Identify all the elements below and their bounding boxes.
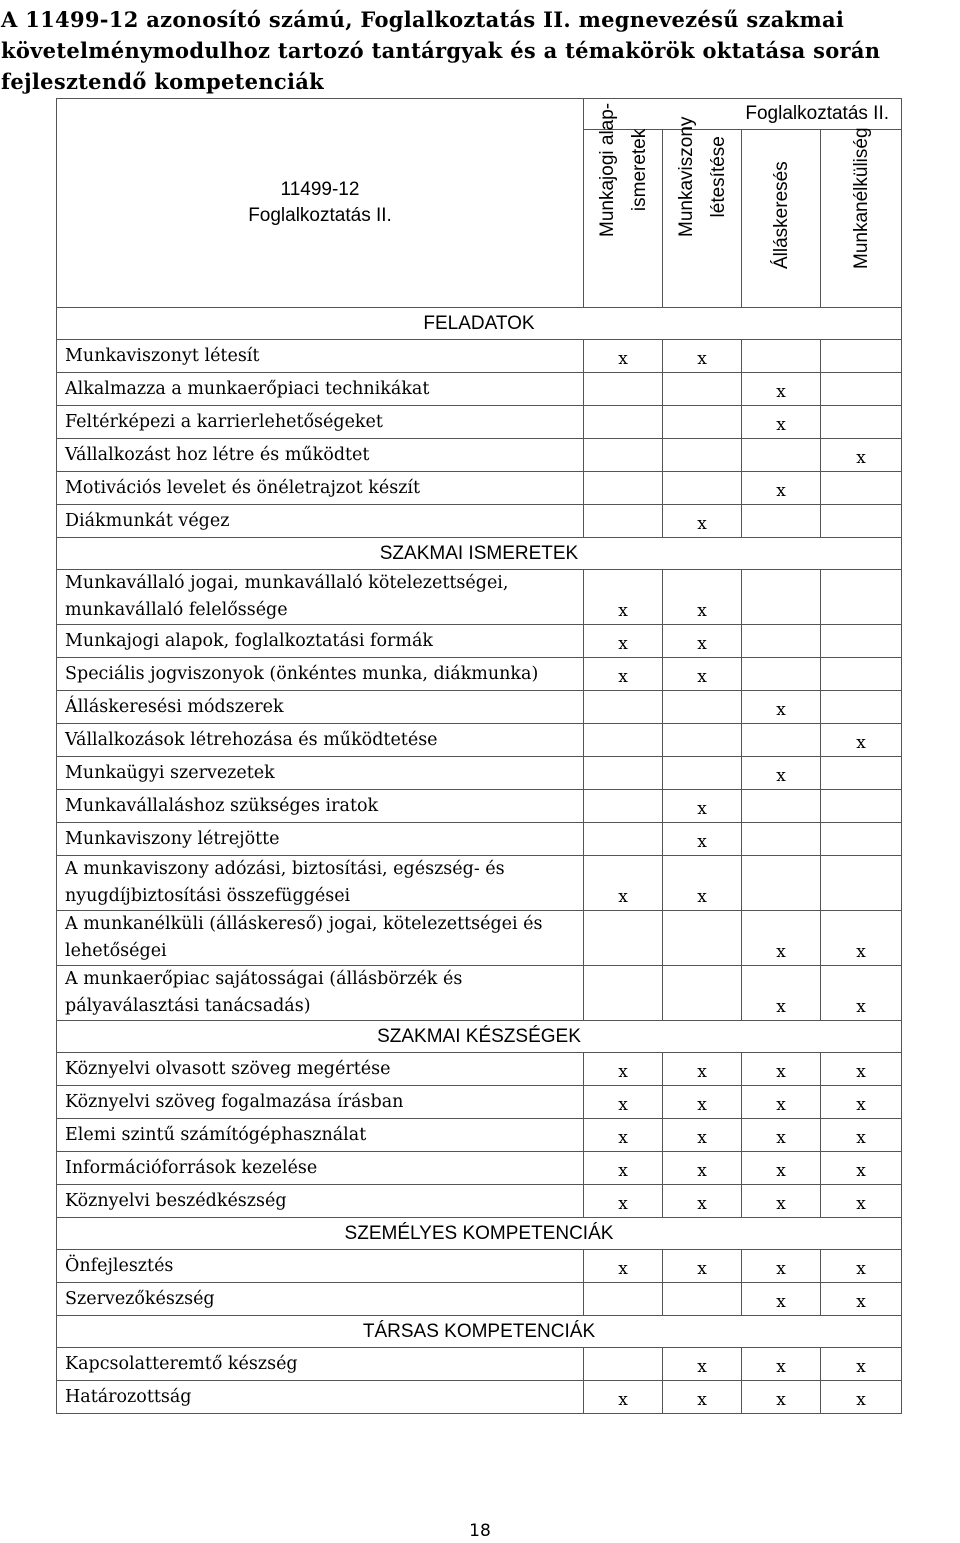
table-row	[57, 1250, 902, 1283]
mark-cell	[663, 439, 742, 472]
mark-cell: x	[663, 658, 742, 691]
mark-cell: x	[821, 1086, 902, 1119]
mark-cell	[821, 691, 902, 724]
mark-cell: x	[663, 570, 742, 625]
table-body	[57, 308, 902, 1414]
row-label: Kapcsolatteremtő készség	[57, 1348, 584, 1381]
row-label: Munkavállaláshoz szükséges iratok	[57, 790, 584, 823]
mark-cell: x	[663, 1152, 742, 1185]
mark-cell: x	[742, 1250, 821, 1283]
mark-cell: x	[742, 1152, 821, 1185]
mark-cell	[663, 757, 742, 790]
section-title: SZAKMAI ISMERETEK	[57, 538, 902, 570]
table-row	[57, 340, 902, 373]
mark-cell	[663, 373, 742, 406]
mark-cell	[663, 1283, 742, 1316]
row-label: Szervezőkészség	[57, 1283, 584, 1316]
mark-cell: x	[821, 1348, 902, 1381]
mark-cell: x	[663, 340, 742, 373]
mark-cell: x	[821, 1119, 902, 1152]
row-label: Munkaviszonyt létesít	[57, 340, 584, 373]
mark-cell: x	[821, 1152, 902, 1185]
column-header-munkanelkuliseg: Munkanélküliség	[821, 130, 902, 308]
mark-cell	[584, 1283, 663, 1316]
mark-cell	[742, 823, 821, 856]
mark-cell	[742, 625, 821, 658]
mark-cell: x	[663, 1119, 742, 1152]
mark-cell: x	[663, 1348, 742, 1381]
table-row	[57, 966, 902, 1021]
mark-cell: x	[663, 505, 742, 538]
mark-cell	[821, 790, 902, 823]
mark-cell	[742, 658, 821, 691]
table-row	[57, 406, 902, 439]
section-title: FELADATOK	[57, 308, 902, 340]
row-label: Feltérképezi a karrierlehetőségeket	[57, 406, 584, 439]
mark-cell: x	[584, 1381, 663, 1414]
mark-cell: x	[663, 1185, 742, 1218]
mark-cell: x	[584, 570, 663, 625]
section-header-row	[57, 308, 902, 340]
mark-cell: x	[663, 1381, 742, 1414]
mark-cell	[584, 1348, 663, 1381]
mark-cell: x	[742, 1283, 821, 1316]
mark-cell: x	[584, 625, 663, 658]
mark-cell: x	[663, 1250, 742, 1283]
mark-cell: x	[742, 406, 821, 439]
section-header-row	[57, 1316, 902, 1348]
row-label: Köznyelvi szöveg fogalmazása írásban	[57, 1086, 584, 1119]
mark-cell	[584, 691, 663, 724]
mark-cell	[663, 406, 742, 439]
mark-cell: x	[821, 1381, 902, 1414]
row-label: A munkanélküli (álláskereső) jogai, kötelezettségei és lehetőségei	[57, 911, 584, 966]
row-label: Vállalkozások létrehozása és működtetése	[57, 724, 584, 757]
row-label: A munkaerőpiac sajátosságai (állásbörzék és pályaválasztási tanácsadás)	[57, 966, 584, 1021]
mark-cell: x	[584, 1152, 663, 1185]
mark-cell: x	[821, 911, 902, 966]
row-label: Munkaügyi szervezetek	[57, 757, 584, 790]
module-code: 11499-12	[280, 179, 360, 200]
table-row	[57, 856, 902, 911]
mark-cell	[584, 505, 663, 538]
mark-cell: x	[742, 472, 821, 505]
table-row	[57, 439, 902, 472]
mark-cell	[742, 340, 821, 373]
mark-cell	[742, 724, 821, 757]
row-label: Speciális jogviszonyok (önkéntes munka, diákmunka)	[57, 658, 584, 691]
page-title: A 11499-12 azonosító számú, Foglalkoztatás II. megnevezésű szakmai követelménymodulhoz tartozó tantárgyak és a témakörök oktatása során fejlesztendő kompetenciák	[1, 7, 881, 94]
table-row	[57, 1185, 902, 1218]
section-header-row	[57, 1218, 902, 1250]
row-label: A munkaviszony adózási, biztosítási, egészség- és nyugdíjbiztosítási összefüggései	[57, 856, 584, 911]
mark-cell	[663, 472, 742, 505]
table-row	[57, 658, 902, 691]
row-label: Munkajogi alapok, foglalkoztatási formák	[57, 625, 584, 658]
mark-cell: x	[584, 658, 663, 691]
table-row	[57, 505, 902, 538]
row-label: Köznyelvi olvasott szöveg megértése	[57, 1053, 584, 1086]
row-label: Információforrások kezelése	[57, 1152, 584, 1185]
mark-cell	[584, 757, 663, 790]
subject-title: Foglalkoztatás II.	[584, 99, 902, 130]
mark-cell: x	[821, 439, 902, 472]
mark-cell	[663, 691, 742, 724]
section-header-row	[57, 538, 902, 570]
mark-cell	[821, 340, 902, 373]
mark-cell: x	[821, 724, 902, 757]
mark-cell: x	[821, 1053, 902, 1086]
mark-cell	[584, 472, 663, 505]
mark-cell: x	[584, 1185, 663, 1218]
table-row	[57, 1053, 902, 1086]
row-label: Munkaviszony létrejötte	[57, 823, 584, 856]
mark-cell	[821, 373, 902, 406]
row-label: Diákmunkát végez	[57, 505, 584, 538]
mark-cell: x	[742, 911, 821, 966]
row-label: Alkalmazza a munkaerőpiaci technikákat	[57, 373, 584, 406]
mark-cell	[584, 966, 663, 1021]
row-label: Önfejlesztés	[57, 1250, 584, 1283]
mark-cell: x	[584, 1250, 663, 1283]
mark-cell	[584, 790, 663, 823]
mark-cell	[584, 406, 663, 439]
mark-cell	[584, 373, 663, 406]
mark-cell	[821, 625, 902, 658]
mark-cell	[584, 439, 663, 472]
mark-cell	[821, 823, 902, 856]
table-row	[57, 625, 902, 658]
mark-cell: x	[821, 1185, 902, 1218]
mark-cell	[742, 856, 821, 911]
mark-cell: x	[742, 1053, 821, 1086]
row-label: Vállalkozást hoz létre és működtet	[57, 439, 584, 472]
table-row	[57, 1283, 902, 1316]
row-label: Álláskeresési módszerek	[57, 691, 584, 724]
mark-cell	[821, 658, 902, 691]
section-title: TÁRSAS KOMPETENCIÁK	[57, 1316, 902, 1348]
row-label: Munkavállaló jogai, munkavállaló kötelezettségei, munkavállaló felelőssége	[57, 570, 584, 625]
mark-cell: x	[663, 1086, 742, 1119]
row-label: Köznyelvi beszédkészség	[57, 1185, 584, 1218]
mark-cell: x	[663, 856, 742, 911]
mark-cell	[821, 505, 902, 538]
mark-cell: x	[584, 1086, 663, 1119]
table-row	[57, 790, 902, 823]
row-label: Motivációs levelet és önéletrajzot készít	[57, 472, 584, 505]
table-row	[57, 373, 902, 406]
mark-cell	[663, 724, 742, 757]
page-number: 18	[469, 1521, 491, 1541]
mark-cell: x	[584, 340, 663, 373]
mark-cell	[742, 439, 821, 472]
table-row	[57, 1381, 902, 1414]
table-row	[57, 472, 902, 505]
row-label: Elemi szintű számítógéphasználat	[57, 1119, 584, 1152]
mark-cell: x	[821, 1283, 902, 1316]
column-header-allaskereses: Álláskeresés	[742, 130, 821, 308]
table-row	[57, 1119, 902, 1152]
mark-cell	[821, 856, 902, 911]
mark-cell	[742, 790, 821, 823]
module-name: Foglalkoztatás II.	[248, 205, 392, 226]
table-corner-header	[57, 99, 584, 308]
mark-cell: x	[742, 1119, 821, 1152]
mark-cell: x	[663, 1053, 742, 1086]
section-header-row	[57, 1021, 902, 1053]
table-row	[57, 691, 902, 724]
table-row	[57, 1152, 902, 1185]
mark-cell: x	[663, 823, 742, 856]
table-row	[57, 1086, 902, 1119]
mark-cell	[663, 966, 742, 1021]
mark-cell	[821, 757, 902, 790]
mark-cell: x	[742, 373, 821, 406]
table-row	[57, 757, 902, 790]
table-row	[57, 1348, 902, 1381]
table-row	[57, 911, 902, 966]
mark-cell: x	[821, 966, 902, 1021]
mark-cell: x	[742, 1185, 821, 1218]
mark-cell	[821, 406, 902, 439]
mark-cell: x	[742, 1086, 821, 1119]
table-row	[57, 570, 902, 625]
section-title: SZEMÉLYES KOMPETENCIÁK	[57, 1218, 902, 1250]
mark-cell: x	[663, 625, 742, 658]
column-header-munkaviszony: Munkaviszony létesítése	[663, 130, 742, 308]
mark-cell	[742, 505, 821, 538]
mark-cell: x	[821, 1250, 902, 1283]
section-title: SZAKMAI KÉSZSÉGEK	[57, 1021, 902, 1053]
row-label: Határozottság	[57, 1381, 584, 1414]
mark-cell: x	[742, 757, 821, 790]
mark-cell: x	[584, 1053, 663, 1086]
mark-cell	[584, 823, 663, 856]
table-row	[57, 724, 902, 757]
mark-cell	[821, 570, 902, 625]
mark-cell	[584, 911, 663, 966]
column-header-munkajogi: Munkajogi alap- ismeretek	[584, 130, 663, 308]
mark-cell: x	[742, 1348, 821, 1381]
mark-cell: x	[742, 966, 821, 1021]
mark-cell: x	[584, 1119, 663, 1152]
table-row	[57, 823, 902, 856]
mark-cell	[584, 724, 663, 757]
mark-cell: x	[663, 790, 742, 823]
mark-cell: x	[742, 1381, 821, 1414]
mark-cell	[821, 472, 902, 505]
mark-cell	[742, 570, 821, 625]
mark-cell	[663, 911, 742, 966]
competency-table	[56, 98, 902, 1414]
mark-cell: x	[742, 691, 821, 724]
mark-cell: x	[584, 856, 663, 911]
